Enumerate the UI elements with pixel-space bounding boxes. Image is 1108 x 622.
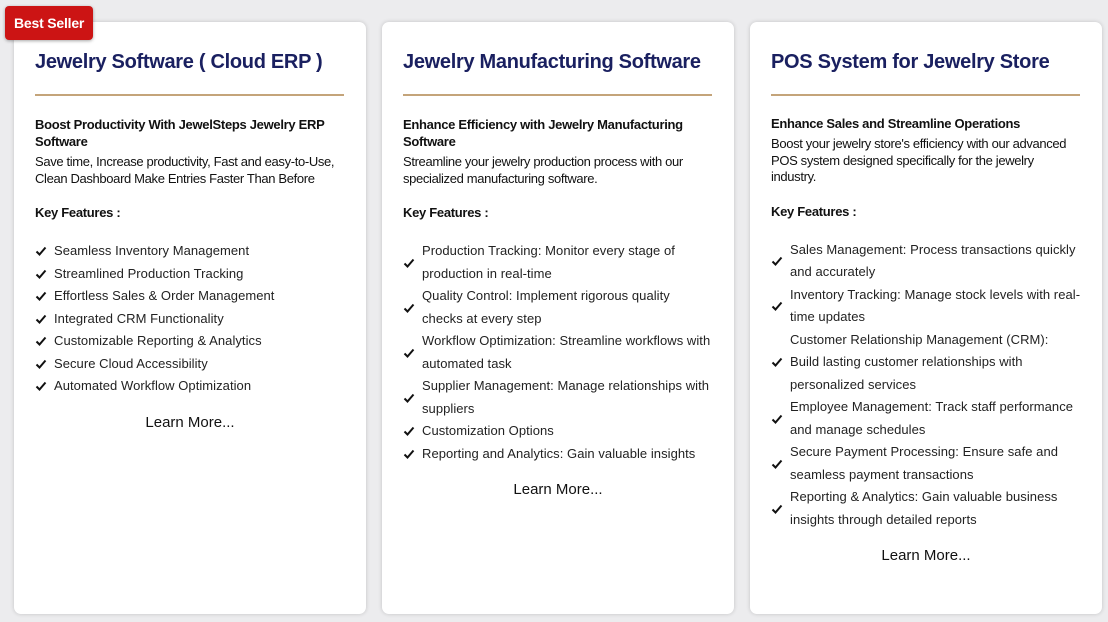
feature-text: Reporting & Analytics: Gain valuable business insights through detailed reports: [790, 489, 1058, 527]
feature-item: [35, 353, 345, 376]
checkmark-icon: [771, 300, 783, 312]
checkmark-icon: [771, 356, 783, 368]
feature-item: [35, 375, 345, 398]
card-description: Boost your jewelry store's efficiency with our advanced POS system designed specifically for the jewelry industry.: [771, 136, 1067, 184]
checkmark-icon: [35, 313, 47, 325]
feature-text: Employee Management: Track staff performance and manage schedules: [790, 399, 1074, 437]
feature-item: [35, 308, 345, 331]
feature-text: Seamless Inventory Management: [54, 243, 250, 258]
learn-more-link[interactable]: Learn More...: [513, 481, 603, 498]
checkmark-icon: [403, 392, 415, 404]
key-features-heading: Key Features :: [771, 203, 857, 219]
feature-item: [771, 329, 1081, 397]
feature-list: [771, 239, 1081, 532]
key-features-heading: Key Features :: [403, 205, 489, 220]
key-features-heading: Key Features :: [35, 205, 121, 220]
checkmark-icon: [771, 503, 783, 515]
learn-more-link[interactable]: Learn More...: [881, 547, 971, 564]
feature-text: Secure Cloud Accessibility: [54, 355, 208, 371]
card-description: Save time, Increase productivity, Fast and easy-to-Use, Clean Dashboard Make Entries Faster Than Before: [35, 154, 335, 186]
feature-list: [403, 240, 713, 465]
product-card-cloud-erp: [14, 22, 366, 614]
feature-text: Customer Relationship Management (CRM): Build lasting customer relationships with personalized services: [790, 331, 1049, 392]
card-subtitle: Enhance Sales and Streamline Operations: [771, 116, 1021, 131]
feature-item: [403, 443, 713, 466]
feature-text: Effortless Sales & Order Management: [54, 288, 275, 303]
feature-item: [35, 285, 345, 308]
feature-item: [403, 420, 713, 443]
feature-text: Streamlined Production Tracking: [54, 265, 244, 281]
feature-item: [771, 486, 1081, 531]
feature-item: [771, 441, 1081, 486]
card-title: Jewelry Manufacturing Software: [403, 51, 701, 73]
feature-list: [35, 240, 345, 398]
feature-item: [771, 284, 1081, 329]
product-card-pos: [750, 22, 1102, 614]
feature-text: Customization Options: [422, 423, 554, 438]
card-title: Jewelry Software ( Cloud ERP ): [35, 51, 323, 73]
feature-text: Quality Control: Implement rigorous quality checks at every step: [422, 288, 670, 326]
feature-text: Automated Workflow Optimization: [54, 378, 252, 393]
feature-item: [35, 263, 345, 286]
feature-item: [403, 240, 713, 285]
feature-text: Supplier Management: Manage relationships with suppliers: [422, 378, 710, 416]
feature-text: Workflow Optimization: Streamline workflows with automated task: [422, 333, 711, 371]
feature-text: Reporting and Analytics: Gain valuable insights: [422, 445, 696, 461]
title-divider: [35, 94, 344, 96]
card-description: Streamline your jewelry production process with our specialized manufacturing software.: [403, 154, 683, 186]
checkmark-icon: [35, 380, 47, 392]
feature-item: [35, 330, 345, 353]
checkmark-icon: [403, 257, 415, 269]
checkmark-icon: [35, 290, 47, 302]
checkmark-icon: [771, 255, 783, 267]
checkmark-icon: [403, 425, 415, 437]
feature-item: [771, 396, 1081, 441]
feature-item: [403, 285, 713, 330]
card-subtitle: Boost Productivity With JewelSteps Jewelry ERP Software: [35, 117, 325, 149]
card-subtitle: Enhance Efficiency with Jewelry Manufacturing Software: [403, 117, 683, 149]
learn-more-link[interactable]: Learn More...: [145, 413, 235, 431]
feature-text: Sales Management: Process transactions quickly and accurately: [790, 241, 1076, 279]
product-card-manufacturing: [382, 22, 734, 614]
feature-item: [403, 375, 713, 420]
feature-item: [403, 330, 713, 375]
checkmark-icon: [403, 448, 415, 460]
feature-text: Integrated CRM Functionality: [54, 310, 224, 326]
best-seller-badge: Best Seller: [5, 6, 93, 40]
feature-text: Customizable Reporting & Analytics: [54, 333, 262, 348]
card-title: POS System for Jewelry Store: [771, 51, 1050, 73]
title-divider: [403, 94, 712, 96]
checkmark-icon: [35, 245, 47, 257]
feature-item: [771, 239, 1081, 284]
checkmark-icon: [771, 413, 783, 425]
feature-item: [35, 240, 345, 263]
checkmark-icon: [35, 268, 47, 280]
feature-text: Secure Payment Processing: Ensure safe and seamless payment transactions: [790, 444, 1059, 482]
feature-text: Production Tracking: Monitor every stage of production in real-time: [422, 243, 675, 281]
title-divider: [771, 94, 1080, 96]
checkmark-icon: [35, 335, 47, 347]
checkmark-icon: [403, 347, 415, 359]
checkmark-icon: [403, 302, 415, 314]
feature-text: Inventory Tracking: Manage stock levels with real-time updates: [790, 286, 1081, 324]
checkmark-icon: [771, 458, 783, 470]
checkmark-icon: [35, 358, 47, 370]
